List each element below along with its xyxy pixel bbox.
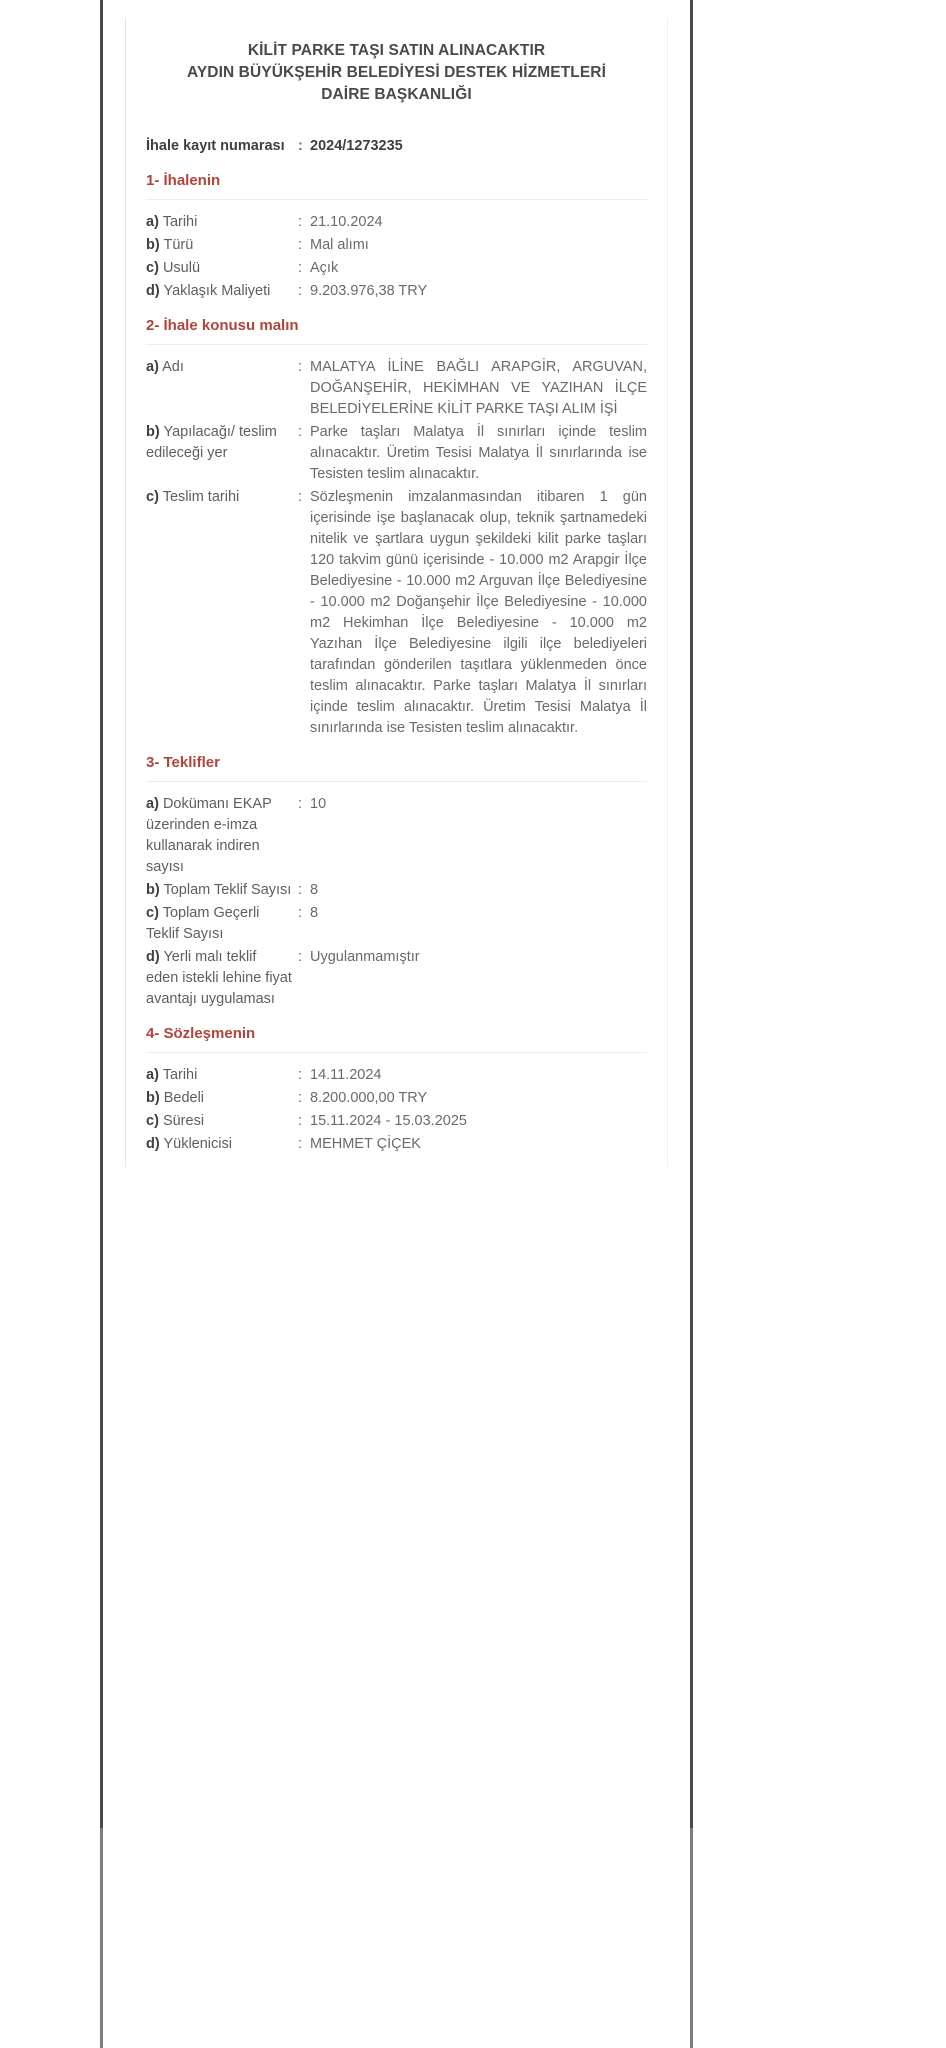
registration-number-row xyxy=(146,136,647,157)
registration-number-label: İhale kayıt numarası xyxy=(146,138,285,154)
row-value: : 14.11.2024 xyxy=(298,1065,647,1086)
row-label xyxy=(146,357,298,378)
row-label-text: Bedeli xyxy=(163,1090,205,1106)
table-row xyxy=(146,903,647,945)
row-label-text: Dokümanı EKAP üzerinden e-imza kullanarak indiren sayısı xyxy=(146,796,272,875)
row-value: : Sözleşmenin imzalanmasından itibaren 1 gün içerisinde işe başlanacak olup, teknik şartnamedeki nitelik ve şartlara uygun şekildeki kilit parke taşları 120 takvim günü içerisinde - 10.000 m2 Arapgir İlçe Belediyesine - 10.000 m2 Arguvan İlçe Belediyesine - 10.000 m2 Doğanşehir İlçe Belediyesine - 10.000 m2 Hekimhan İlçe Belediyesine - 10.000 m2 Yazıhan İlçe Belediyesine ilgili ilçe belediyeleri tarafından gönderilen taşıtlara yüklenmeden önce teslim alınacaktır. Parke taşları Malatya İl sınırları içinde teslim alınacaktır. Üretim Tesisi Malatya İl sınırlarında ise Tesisten teslim alınacaktır. xyxy=(298,487,647,739)
row-value: : 10 xyxy=(298,794,647,815)
row-value: : MEHMET ÇİÇEK xyxy=(298,1134,647,1155)
row-label-text: Türü xyxy=(163,237,194,253)
row-label-text: Tarihi xyxy=(162,214,198,230)
row-label xyxy=(146,1111,298,1132)
table-row xyxy=(146,487,647,739)
row-letter: d) xyxy=(146,283,160,299)
row-letter: c) xyxy=(146,1113,159,1129)
section-heading-3: 3- Teklifler xyxy=(146,753,647,782)
table-row xyxy=(146,258,647,279)
page-title-line-1: KİLİT PARKE TAŞI SATIN ALINACAKTIR xyxy=(247,42,546,59)
row-value: : 8.200.000,00 TRY xyxy=(298,1088,647,1109)
row-label xyxy=(146,880,298,901)
row-label-text: Usulü xyxy=(162,260,201,276)
row-value: : Mal alımı xyxy=(298,235,647,256)
row-label-text: Yaklaşık Maliyeti xyxy=(163,283,271,299)
page-title-line-3: DAİRE BAŞKANLIĞI xyxy=(321,86,472,103)
section-heading-4: 4- Sözleşmenin xyxy=(146,1024,647,1053)
row-label xyxy=(146,947,298,1010)
section-body-4 xyxy=(146,1053,647,1155)
page-title xyxy=(146,40,647,106)
row-value: : Parke taşları Malatya İl sınırları içinde teslim alınacaktır. Üretim Tesisi Malatya İl sınırlarında ise Tesisten teslim alınacaktır. xyxy=(298,422,647,485)
row-letter: b) xyxy=(146,237,160,253)
section-heading-2: 2- İhale konusu malın xyxy=(146,316,647,345)
row-label-text: Toplam Geçerli Teklif Sayısı xyxy=(146,905,260,942)
section-body-2 xyxy=(146,345,647,739)
row-value: : 8 xyxy=(298,903,647,924)
row-label-text: Toplam Teklif Sayısı xyxy=(163,882,292,898)
row-letter: d) xyxy=(146,949,160,965)
row-label xyxy=(146,258,298,279)
row-label-text: Tarihi xyxy=(162,1067,198,1083)
row-label xyxy=(146,794,298,878)
row-letter: b) xyxy=(146,882,160,898)
row-label-text: Süresi xyxy=(162,1113,205,1129)
table-row xyxy=(146,235,647,256)
table-row xyxy=(146,357,647,420)
row-label xyxy=(146,1088,298,1109)
row-letter: b) xyxy=(146,1090,160,1106)
row-label-text: Yüklenicisi xyxy=(163,1136,232,1152)
row-label xyxy=(146,281,298,302)
row-letter: c) xyxy=(146,905,159,921)
row-label-text: Yapılacağı/ teslim edileceği yer xyxy=(146,424,277,461)
row-letter: b) xyxy=(146,424,160,440)
row-value: : Açık xyxy=(298,258,647,279)
row-letter: c) xyxy=(146,260,159,276)
row-label xyxy=(146,1065,298,1086)
registration-number-value: : 2024/1273235 xyxy=(298,136,647,157)
row-label xyxy=(146,1134,298,1155)
row-label xyxy=(146,212,298,233)
document-page xyxy=(103,0,690,2048)
row-letter: a) xyxy=(146,214,159,230)
section-body-3 xyxy=(146,782,647,1010)
table-row xyxy=(146,1134,647,1155)
row-label-text: Adı xyxy=(162,359,184,375)
table-row xyxy=(146,1065,647,1086)
right-rail xyxy=(690,0,693,1828)
row-value: : 8 xyxy=(298,880,647,901)
row-label xyxy=(146,487,298,508)
row-letter: a) xyxy=(146,359,159,375)
section-body-1 xyxy=(146,200,647,302)
row-label-text: Yerli malı teklif eden istekli lehine fiyat avantajı uygulaması xyxy=(146,949,292,1007)
page-title-line-2: AYDIN BÜYÜKŞEHİR BELEDİYESİ DESTEK HİZMETLERİ xyxy=(186,64,607,81)
table-row xyxy=(146,947,647,1010)
row-label xyxy=(146,422,298,464)
row-value: : 9.203.976,38 TRY xyxy=(298,281,647,302)
row-letter: c) xyxy=(146,489,159,505)
table-row xyxy=(146,422,647,485)
table-row xyxy=(146,880,647,901)
row-value: : 21.10.2024 xyxy=(298,212,647,233)
row-label-text: Teslim tarihi xyxy=(162,489,240,505)
table-row xyxy=(146,1111,647,1132)
row-label xyxy=(146,235,298,256)
table-row xyxy=(146,794,647,878)
row-letter: d) xyxy=(146,1136,160,1152)
row-label xyxy=(146,903,298,945)
tender-notice-card xyxy=(125,18,668,1167)
row-letter: a) xyxy=(146,796,159,812)
row-value: : MALATYA İLİNE BAĞLI ARAPGİR, ARGUVAN, DOĞANŞEHİR, HEKİMHAN VE YAZIHAN İLÇE BELEDİYELERİNE KİLİT PARKE TAŞI ALIM İŞİ xyxy=(298,357,647,420)
row-letter: a) xyxy=(146,1067,159,1083)
table-row xyxy=(146,212,647,233)
tender-notice-body xyxy=(126,18,667,1167)
section-heading-1: 1- İhalenin xyxy=(146,171,647,200)
row-value: : 15.11.2024 - 15.03.2025 xyxy=(298,1111,647,1132)
table-row xyxy=(146,281,647,302)
table-row xyxy=(146,1088,647,1109)
row-value: : Uygulanmamıştır xyxy=(298,947,647,968)
